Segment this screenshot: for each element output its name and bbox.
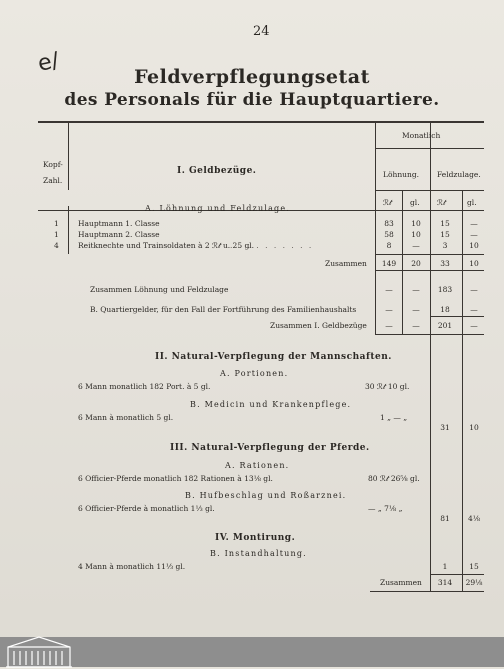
zusammen-l2: 20 (411, 259, 421, 268)
section-2-row-b: 6 Mann à monatlich 5 gl. (78, 413, 174, 422)
total-1-label: Zusammen I. Geldbezüge (270, 321, 367, 330)
section-2-title: II. Natural-Verpflegung der Mannschaften. (155, 352, 392, 362)
subheader-rule (375, 190, 484, 191)
section-3-f1: 81 (440, 514, 450, 523)
row-1-f2: — (470, 219, 478, 228)
section-3-row-a-value: 80 ℛ𝓉 26⅝ gl. (368, 474, 420, 483)
section-4-title: IV. Montirung. (215, 533, 296, 543)
zusammen-lf-l2: — (412, 285, 420, 294)
row-3-l1: 8 (386, 241, 392, 250)
feldzulage-left-divider (430, 122, 431, 592)
header-feldzulage: Feldzulage. (437, 170, 481, 179)
top-rule (38, 121, 484, 123)
row-1-label: Hauptmann 1. Classe (78, 219, 160, 228)
section-4-row: 4 Mann à monatlich 11⅓ gl. (78, 562, 186, 571)
zusammen-label: Zusammen (325, 259, 367, 268)
page-number: 24 (253, 24, 270, 39)
unit-rthlr-l: ℛ𝓉 (383, 198, 392, 207)
section-1-title: I. Geldbezüge. (177, 166, 257, 176)
unit-gl-l: gl. (410, 198, 420, 207)
section-1-end-rule (375, 334, 484, 335)
row-2-l2: 10 (411, 230, 421, 239)
zusammen-lf-label: Zusammen Löhnung und Feldzulage (90, 285, 229, 294)
section-2-row-a-value: 30 ℛ𝓉 10 gl. (365, 382, 410, 391)
row-1-count: 1 (54, 219, 59, 228)
section-4-sub-b: B. Instandhaltung. (210, 549, 307, 558)
quartier-l1: — (385, 305, 393, 314)
header-loehnung: Löhnung. (383, 170, 420, 179)
kopf-column-divider (68, 122, 69, 190)
section-2-f2: 10 (469, 423, 479, 432)
feldzulage-mid-divider (462, 190, 463, 592)
total-1-l1: — (385, 321, 393, 330)
quartier-l2: — (412, 305, 420, 314)
quartier-f2: — (470, 305, 478, 314)
loehnung-mid-divider (402, 190, 403, 334)
total-1-f2: — (470, 321, 478, 330)
section-3-row-b-value: — „ 7⅛ „ (368, 504, 403, 513)
section-4-f2: 15 (469, 562, 479, 571)
section-1-sub-a: A. Löhnung und Feldzulage. (145, 204, 291, 213)
row-1-l1: 83 (384, 219, 394, 228)
zusammen-lf-f2: — (470, 285, 478, 294)
header-kopf: Kopf- (43, 160, 63, 169)
section-3-row-b: 6 Officier-Pferde à monatlich 1⅓ gl. (78, 504, 215, 513)
bottom-rule (370, 591, 484, 592)
row-2-f1: 15 (440, 230, 450, 239)
kopf-column-divider-lower (68, 206, 69, 254)
quartier-f1: 18 (440, 305, 450, 314)
title-line-1: Feldverpflegungsetat (134, 66, 370, 88)
grand-total-f1: 314 (437, 578, 453, 587)
row-2-l1: 58 (384, 230, 394, 239)
unit-gl-f: gl. (467, 198, 477, 207)
header-monatlich: Monatlich (402, 131, 441, 140)
monatlich-rule (375, 148, 484, 149)
zusammen-lf-f1: 183 (437, 285, 453, 294)
row-2-label: Hauptmann 2. Classe (78, 230, 160, 239)
section-4-f1: 1 (442, 562, 448, 571)
zusammen-l1: 149 (381, 259, 397, 268)
unit-rthlr-f: ℛ𝓉 (437, 198, 446, 207)
title-line-2: des Personals für die Hauptquartiere. (64, 90, 440, 110)
section-2-row-a: 6 Mann monatlich 182 Port. à 5 gl. (78, 382, 211, 391)
subtotal-rule-1 (375, 254, 484, 255)
section-2-row-b-value: 1 „ — „ (380, 413, 408, 422)
subtotal-rule-3 (430, 316, 484, 317)
section-2-f1: 31 (440, 423, 450, 432)
section-3-sub-a: A. Rationen. (225, 461, 290, 470)
zusammen-f1: 33 (440, 259, 450, 268)
loehnung-left-divider (375, 122, 376, 334)
section-3-title: III. Natural-Verpflegung der Pferde. (170, 443, 370, 453)
row-3-label: Reitknechte und Trainsoldaten à 2 ℛ𝓉 u. 25 gl. (78, 241, 255, 250)
row-1-l2: 10 (411, 219, 421, 228)
total-1-l2: — (412, 321, 420, 330)
row-3-leaders: . . . . . . . . . . (230, 241, 314, 250)
quartier-label: B. Quartiergelder, für den Fall der Fortführung des Familienhaushalts (90, 305, 357, 314)
section-2-sub-a: A. Portionen. (220, 369, 289, 378)
grand-total-f2: 29⅛ (465, 578, 483, 587)
row-2-count: 1 (54, 230, 59, 239)
margin-mark: e/ (35, 48, 62, 77)
total-1-f1: 201 (437, 321, 453, 330)
row-3-count: 4 (54, 241, 59, 250)
section-3-row-a: 6 Officier-Pferde monatlich 182 Rationen à 13⅛ gl. (78, 474, 273, 483)
row-3-f1: 3 (442, 241, 448, 250)
grand-total-label: Zusammen (380, 578, 422, 587)
row-2-f2: — (470, 230, 478, 239)
zusammen-lf-l1: — (385, 285, 393, 294)
subtotal-rule-2 (375, 270, 484, 271)
zusammen-f2: 10 (469, 259, 479, 268)
section-2-sub-b: B. Medicin und Krankenpflege. (190, 400, 352, 409)
section-3-sub-b: B. Hufbeschlag und Roßarznei. (185, 491, 347, 500)
row-1-f1: 15 (440, 219, 450, 228)
row-3-l2: — (412, 241, 420, 250)
grand-total-rule (430, 574, 484, 575)
section-3-f2: 4⅛ (467, 514, 481, 523)
library-logo-icon (4, 635, 74, 669)
header-zahl: Zahl. (43, 176, 63, 185)
footer-bar (0, 637, 504, 667)
row-3-f2: 10 (469, 241, 479, 250)
